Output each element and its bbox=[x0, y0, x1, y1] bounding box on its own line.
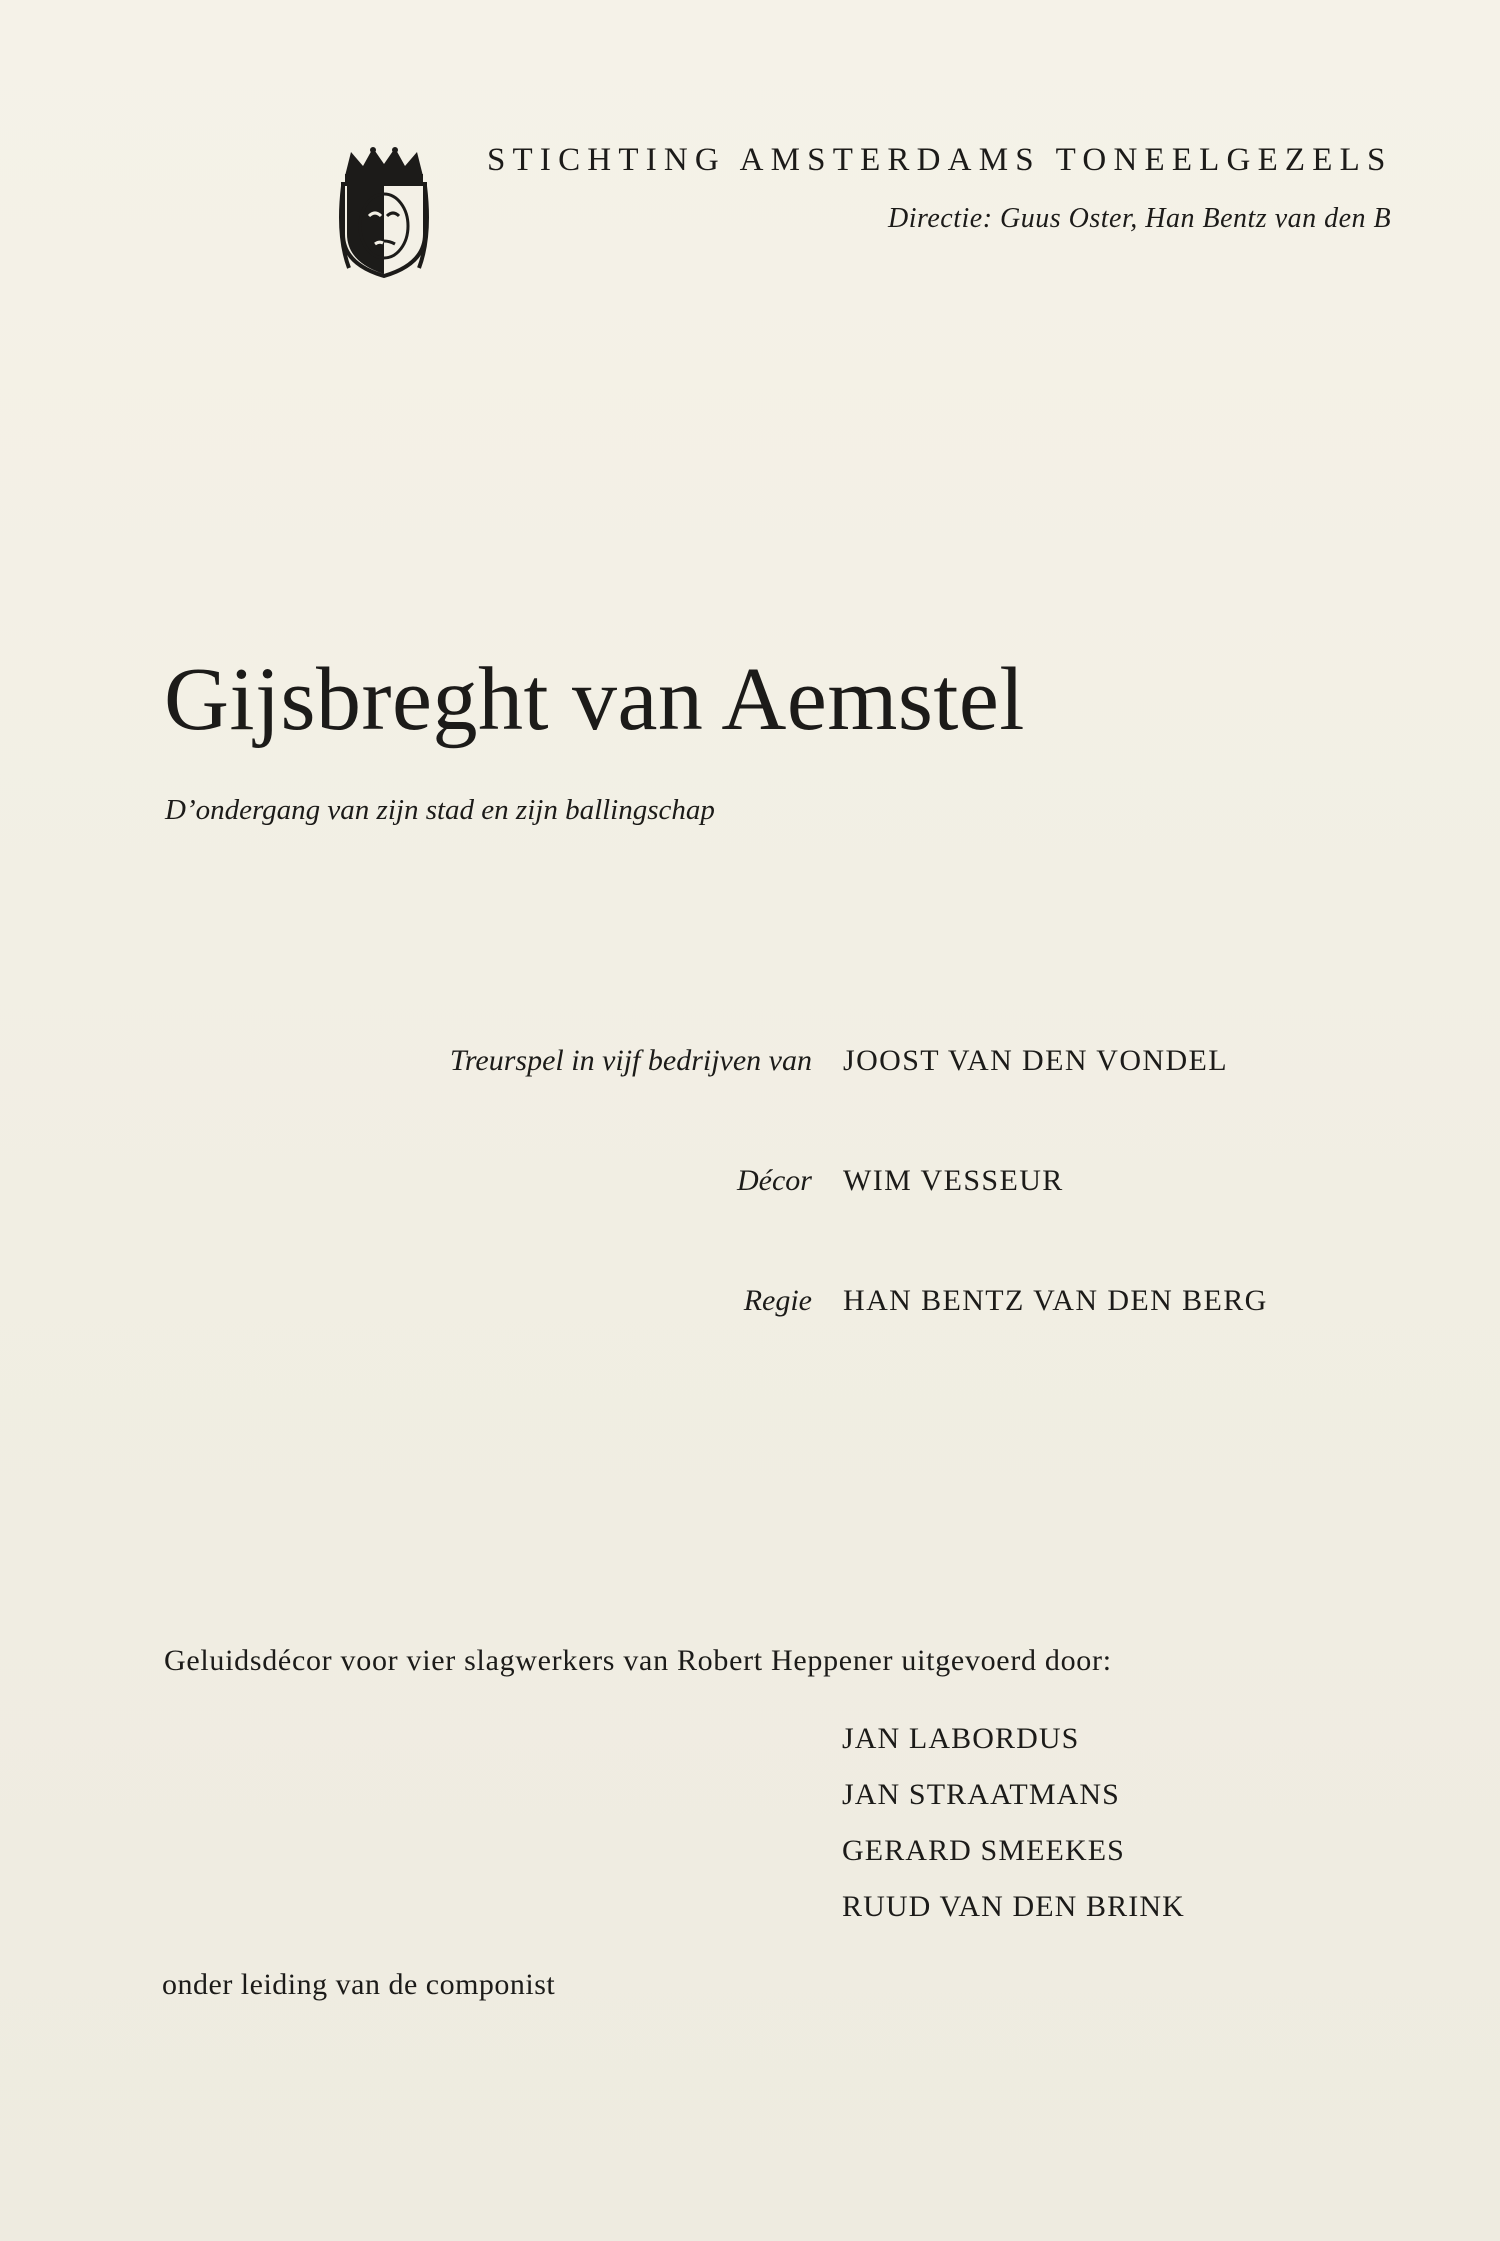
credit-value-decor: WIM VESSEUR bbox=[843, 1164, 1064, 1197]
director-1: Guus Oster, bbox=[1000, 203, 1138, 234]
direction-line bbox=[888, 203, 1391, 235]
performer-name: GERARD SMEEKES bbox=[842, 1834, 1125, 1867]
theatre-crest-icon bbox=[335, 146, 433, 278]
credit-value-direction: HAN BENTZ VAN DEN BERG bbox=[843, 1284, 1268, 1317]
credit-label-author: Treurspel in vijf bedrijven van bbox=[449, 1044, 812, 1077]
play-title: Gijsbreght van Aemstel bbox=[164, 650, 1025, 749]
director-2: Han Bentz van den B bbox=[1145, 203, 1392, 234]
performer-name: JAN STRAATMANS bbox=[842, 1778, 1120, 1811]
play-subtitle: D’ondergang van zijn stad en zijn ballingschap bbox=[165, 794, 715, 826]
credit-label-decor: Décor bbox=[737, 1164, 812, 1197]
sound-decor-intro: Geluidsdécor voor vier slagwerkers van Robert Heppener uitgevoerd door: bbox=[164, 1644, 1112, 1677]
performer-name: RUUD VAN DEN BRINK bbox=[842, 1890, 1185, 1923]
direction-label: Directie: bbox=[888, 203, 993, 234]
organization-name: STICHTING AMSTERDAMS TONEELGEZELS bbox=[487, 142, 1393, 178]
credit-value-author: JOOST VAN DEN VONDEL bbox=[843, 1044, 1228, 1077]
credit-label-direction: Regie bbox=[743, 1284, 812, 1317]
performer-name: JAN LABORDUS bbox=[842, 1722, 1080, 1755]
leader-note: onder leiding van de componist bbox=[162, 1968, 556, 2001]
